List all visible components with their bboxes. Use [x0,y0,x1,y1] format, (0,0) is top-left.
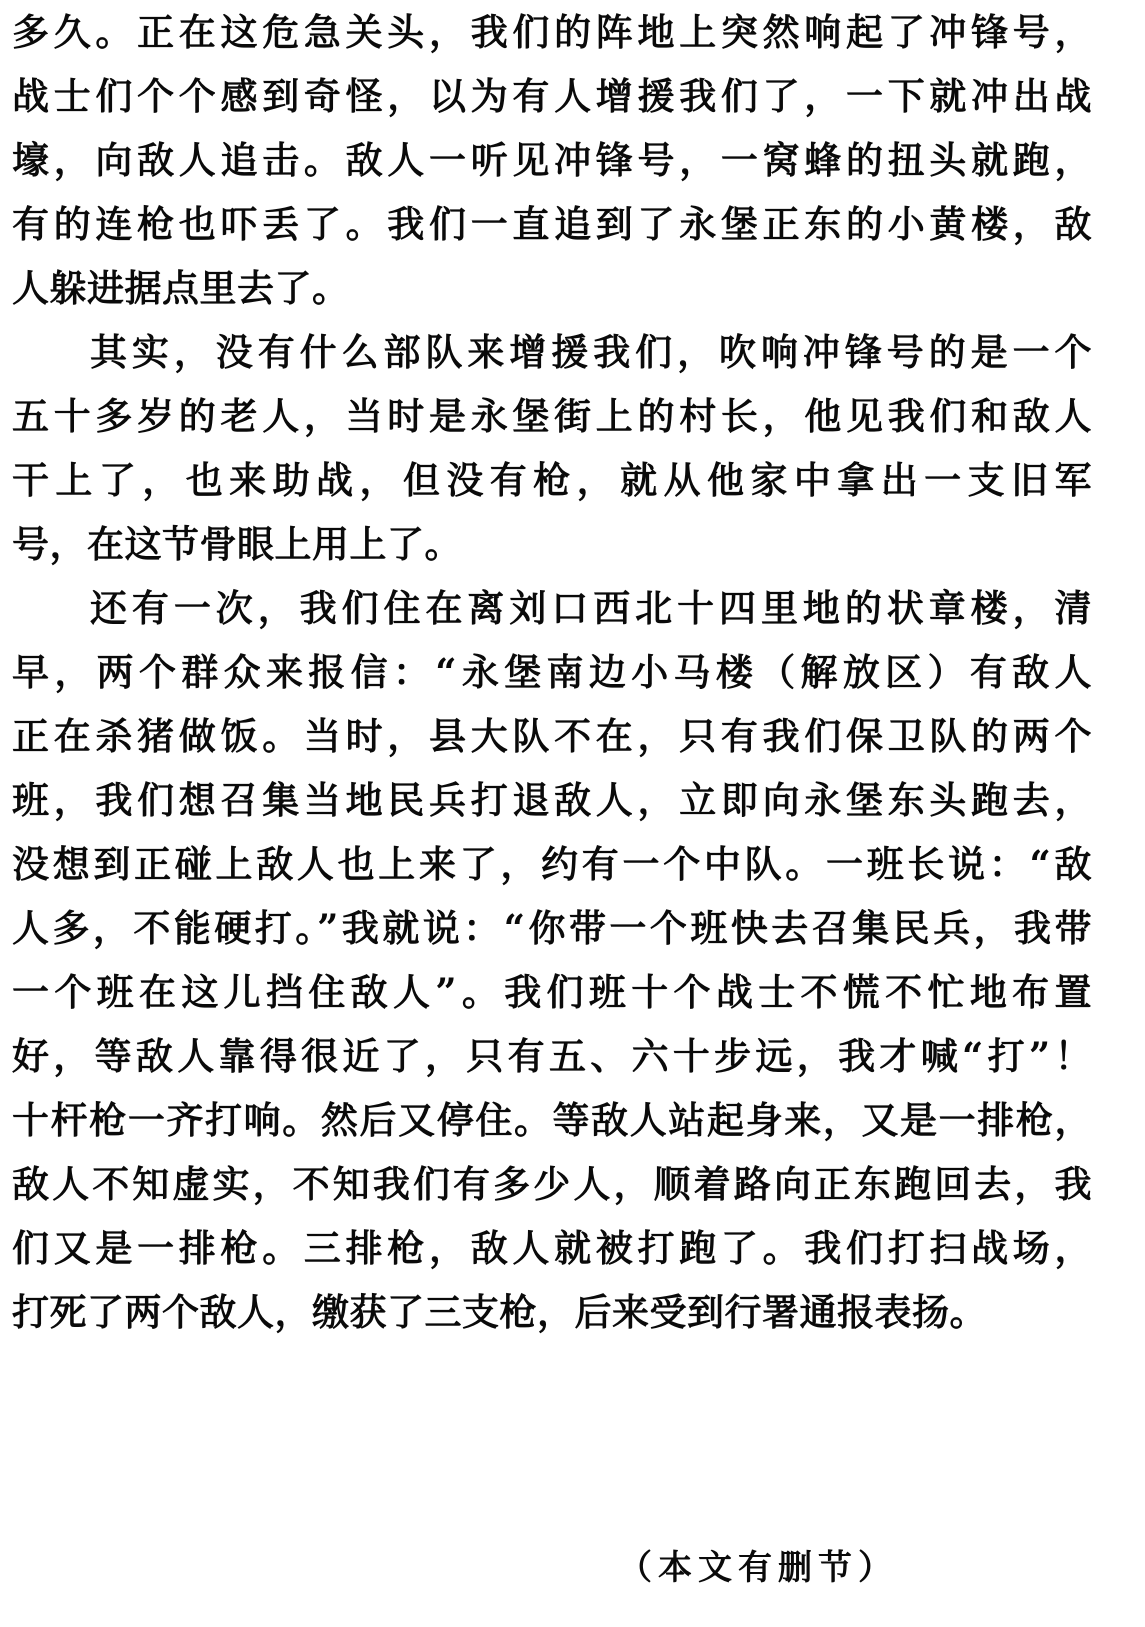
text-line: 一个班在这儿挡住敌人”。我们班十个战士不慌不忙地布置 [12,970,1092,1014]
text-line: 多久。正在这危急关头，我们的阵地上突然响起了冲锋号， [12,10,1092,54]
article-body [12,0,1092,1344]
text-line: 敌人不知虚实，不知我们有多少人，顺着路向正东跑回去，我 [12,1162,1092,1206]
text-line: 打死了两个敌人，缴获了三支枪，后来受到行署通报表扬。 [12,1290,987,1334]
text-line: 十杆枪一齐打响。然后又停住。等敌人站起身来，又是一排枪， [12,1098,1092,1142]
text-line: 有的连枪也吓丢了。我们一直追到了永堡正东的小黄楼，敌 [12,202,1092,246]
text-line: 人躲进据点里去了。 [12,266,350,310]
text-line: 还有一次，我们住在离刘口西北十四里地的状章楼，清 [90,586,1092,630]
text-line: 们又是一排枪。三排枪，敌人就被打跑了。我们打扫战场， [12,1226,1092,1270]
text-line: 干上了，也来助战，但没有枪，就从他家中拿出一支旧军 [12,458,1092,502]
text-line: 好，等敌人靠得很近了，只有五、六十步远，我才喊“打”！ [12,1034,1092,1078]
text-line: 人多，不能硬打。”我就说：“你带一个班快去召集民兵，我带 [12,906,1092,950]
text-line: 没想到正碰上敌人也上来了，约有一个中队。一班长说：“敌 [12,842,1092,886]
text-line: 其实，没有什么部队来增援我们，吹响冲锋号的是一个 [90,330,1092,374]
text-line: 壕，向敌人追击。敌人一听见冲锋号，一窝蜂的扭头就跑， [12,138,1092,182]
text-line: 战士们个个感到奇怪，以为有人增援我们了，一下就冲出战 [12,74,1092,118]
text-line: 正在杀猪做饭。当时，县大队不在，只有我们保卫队的两个 [12,714,1092,758]
text-line: 五十多岁的老人，当时是永堡街上的村长，他见我们和敌人 [12,394,1092,438]
text-line: 早，两个群众来报信：“永堡南边小马楼（解放区）有敌人 [12,650,1092,694]
text-line: 班，我们想召集当地民兵打退敌人，立即向永堡东头跑去， [12,778,1092,822]
abridgement-note: （本文有删节） [618,1548,898,1588]
text-line: 号，在这节骨眼上用上了。 [12,522,462,566]
